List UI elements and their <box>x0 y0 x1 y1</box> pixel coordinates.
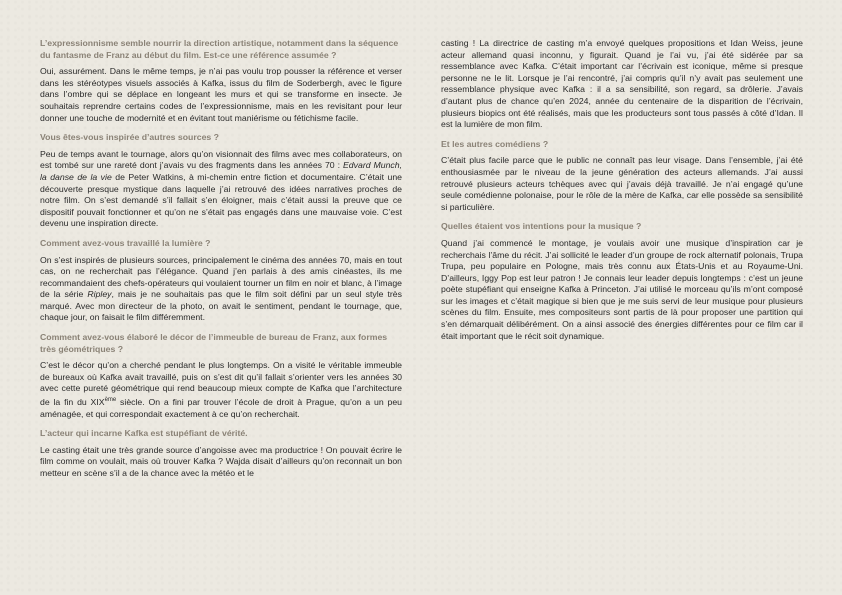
right-column <box>441 38 803 350</box>
question-other-actors: Et les autres comédiens ? <box>441 138 549 149</box>
question-other-sources: Vous êtes-vous inspirée d’autres sources ? <box>40 132 219 143</box>
question-expressionism: L’expressionnisme semble nourrir la direction artistique, notamment dans la séquence du fantasme de Franz au début du film. Est-ce une référence assumée ? <box>40 38 399 60</box>
answer-expressionism: Oui, assurément. Dans le même temps, je n’ai pas voulu trop pousser la référence et verser dans les stéréotypes visuels associés à Kafka, issus du film de Soderbergh, avec le figure dans l’ombre qui se déplace en longeant les murs et qui se transforme en insecte. Je souhaitais reprendre certains codes de l’expressionnisme, mais en les revisitant pour leur donner une touche de modernité et en évitant tout maniérisme ou fétichisme facile. <box>40 66 402 123</box>
answer-kafka-actor-continued: casting ! La directrice de casting m’a envoyé quelques propositions et Idan Weiss, jeune acteur allemand quasi inconnu, y figurait. Quand je l’ai vu, j’ai été sidérée par sa ressemblance avec Kafka. C’était important car l’écrivain est iconique, même si presque personne ne le lit. Lorsque je l’ai rencontré, j’ai compris qu’il n’y avait pas seulement une ressemblance physique avec Kafka : il a sa sensibilité, son regard, sa drôlerie. J’avais d’autant plus de chance qu’en 2024, année du centenaire de la disparition de l’écrivain, plusieurs biopics ont été réalisés, mais que les producteurs sont tous passés à côté d’Idan. Il est la lumière de mon film. <box>441 38 803 130</box>
answer-music: Quand j’ai commencé le montage, je voulais avoir une musique d’inspiration car je recherchais l’âme du récit. J’ai sollicité le leader d’un groupe de rock alternatif polonais, Trupa Trupa, peu populaire en Pologne, mais très connu aux États-Unis et au Royaume-Uni. D’ailleurs, Iggy Pop est leur patron ! Je connais leur leader depuis longtemps : c’est un jeune poète stupéfiant qui enseigne Kafka à Princeton. J’ai utilisé le morceau qu’ils m’ont composé sur les images et c’était magique si bien que je me suis servi de leur musique pour plusieurs scènes du film. Ensuite, mes compositeurs sont partis de là pour proposer une partition qui s’en démarquait délibérément. On a ainsi associé des énergies différentes pour ce film car il était important que le récit soit dynamique. <box>441 237 803 341</box>
answer-other-sources: Peu de temps avant le tournage, alors qu’on visionnait des films avec mes collaborateurs, on est tombé sur une rareté dont j’avais vu des fragments dans les années 70 : Edvard Munch, la danse de la vie de Peter Watkins, à mi-chemin entre fiction et documentaire. C’était une découverte presque mystique dans laquelle j’ai retrouvé des idées narratives proches de notre film. On s’est demandé s’il fallait s’en éloigner, mais c’était aussi la preuve que ce dispositif pouvait fonctionner et qu’on ne s’était pas engagés dans une mauvaise voie. C’est devenu une inspiration directe. <box>40 148 403 229</box>
answer-other-actors: C’était plus facile parce que le public ne connaît pas leur visage. Dans l’ensemble, j’ai été enthousiasmée par le niveau de la jeune génération des acteurs allemands. J’ai aussi retrouvé plusieurs acteurs tchèques avec qui j’avais déjà travaillé. Je n’ai engagé qu’une seule comédienne polonaise, pour le rôle de la mère de Kafka, car elle possède sa sensibilité si particulière. <box>441 155 803 212</box>
question-lighting: Comment avez-vous travaillé la lumière ? <box>40 237 211 248</box>
question-music: Quelles étaient vos intentions pour la musique ? <box>441 221 642 232</box>
left-column <box>40 38 402 487</box>
answer-office-set: C’est le décor qu’on a cherché pendant le plus longtemps. On a visité le véritable immeuble de bureaux où Kafka avait travaillé, puis on s’est dit qu’il fallait s’orienter vers les années 30 avec cette pureté géométrique qui rend beaucoup mieux compte de Kafka que l’architecture de la fin du XIXème siècle. On a fini par trouver l’école de droit à Prague, qu’on a un peu aménagée, et qui correspondait exactement à ce qu’on recherchait. <box>40 360 402 419</box>
ordinal-superscript: ème <box>104 397 117 404</box>
answer-kafka-actor: Le casting était une très grande source d’angoisse avec ma productrice ! On pouvait écrire le film comme on voulait, mais où trouver Kafka ? Wajda disait d’ailleurs qu’on reconnait un bon metteur en scène s’il a de la chance avec la météo et le <box>40 444 402 478</box>
question-office-set: Comment avez-vous élaboré le décor de l’immeuble de bureau de Franz, aux formes très géométriques ? <box>40 332 388 354</box>
series-title-ripley: Ripley <box>87 289 112 300</box>
question-kafka-actor: L’acteur qui incarne Kafka est stupéfiant de vérité. <box>40 428 248 439</box>
film-title-munch: Edvard Munch, la danse de la vie <box>40 160 403 182</box>
answer-lighting: On s’est inspirés de plusieurs sources, principalement le cinéma des années 70, mais en tout cas, on ne recherchait pas l’élégance. Quand j’en parlais à des amis cinéastes, ils me recommandaient des chefs-opérateurs qui voulaient tourner un film en noir et blanc, à l’image de la série Ripley, mais je ne souhaitais pas que le film soit défini par un seul style très marqué. Avec mon directeur de la photo, on avait le sentiment, pendant le tournage, que, chaque jour, on faisait le film différemment. <box>40 254 402 323</box>
